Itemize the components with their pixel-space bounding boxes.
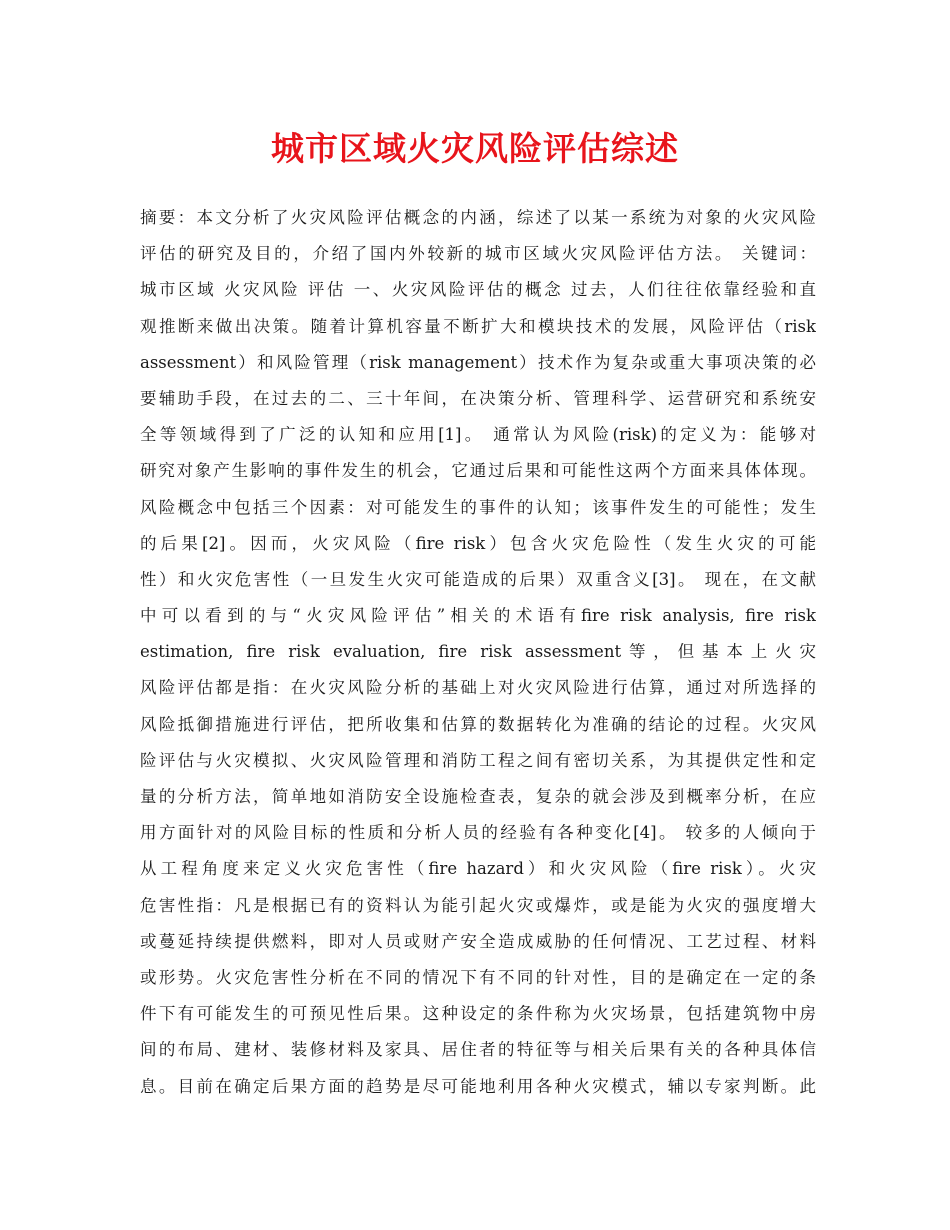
- body-line: 或蔓延持续提供燃料，即对人员或财产安全造成威胁的任何情况、工艺过程、材料: [140, 931, 816, 951]
- body-line: 全等领域得到了广泛的认知和应用[1]。 通常认为风险(risk)的定义为：能够对: [140, 425, 816, 445]
- body-line: 用方面针对的风险目标的性质和分析人员的经验有各种变化[4]。 较多的人倾向于: [140, 823, 816, 843]
- document-title: 城市区域火灾风险评估综述: [271, 129, 679, 168]
- body-line: 评估的研究及目的，介绍了国内外较新的城市区域火灾风险评估方法。 关键词：: [140, 244, 816, 264]
- body-line: 息。目前在确定后果方面的趋势是尽可能地利用各种火灾模式，辅以专家判断。此: [140, 1076, 816, 1096]
- body-line: 险评估与火灾模拟、火灾风险管理和消防工程之间有密切关系，为其提供定性和定: [140, 750, 816, 770]
- body-line: 风险评估都是指：在火灾风险分析的基础上对火灾风险进行估算，通过对所选择的: [140, 678, 816, 698]
- body-line: 风险抵御措施进行评估，把所收集和估算的数据转化为准确的结论的过程。火灾风: [140, 714, 816, 734]
- body-line: 城市区域 火灾风险 评估 一、火灾风险评估的概念 过去，人们往往依靠经验和直: [140, 280, 816, 300]
- body-line: 或形势。火灾危害性分析在不同的情况下有不同的针对性，目的是确定在一定的条: [140, 967, 816, 987]
- body-line: 研究对象产生影响的事件发生的机会，它通过后果和可能性这两个方面来具体体现。: [140, 461, 816, 481]
- body-line: assessment）和风险管理（risk management）技术作为复杂或重大事项决策的必: [140, 352, 816, 372]
- body-line: 风险概念中包括三个因素：对可能发生的事件的认知；该事件发生的可能性；发生: [140, 497, 816, 517]
- body-line: 危害性指：凡是根据已有的资料认为能引起火灾或爆炸，或是能为火灾的强度增大: [140, 895, 816, 915]
- body-line: 件下有可能发生的可预见性后果。这种设定的条件称为火灾场景，包括建筑物中房: [140, 1004, 816, 1024]
- body-line: 观推断来做出决策。随着计算机容量不断扩大和模块技术的发展，风险评估（risk: [140, 316, 816, 336]
- body-line: 中可以看到的与“火灾风险评估”相关的术语有fire risk analysis, fire risk: [140, 606, 816, 626]
- body-line: estimation, fire risk evaluation, fire risk assessment等，但基本上火灾: [140, 642, 816, 662]
- body-line: 量的分析方法，简单地如消防安全设施检查表，复杂的就会涉及到概率分析，在应: [140, 787, 816, 806]
- body-line: 间的布局、建材、装修材料及家具、居住者的特征等与相关后果有关的各种具体信: [140, 1040, 816, 1060]
- body-line: 的后果[2]。因而，火灾风险（fire risk）包含火灾危险性（发生火灾的可能: [140, 533, 816, 553]
- document-body: [140, 200, 816, 1105]
- body-line: 要辅助手段，在过去的二、三十年间，在决策分析、管理科学、运营研究和系统安: [140, 388, 816, 408]
- body-line: 性）和火灾危害性（一旦发生火灾可能造成的后果）双重含义[3]。 现在，在文献: [140, 569, 816, 589]
- body-line: 从工程角度来定义火灾危害性（fire hazard）和火灾风险（fire risk）。火灾: [140, 859, 816, 879]
- body-line: 摘要：本文分析了火灾风险评估概念的内涵，综述了以某一系统为对象的火灾风险: [140, 208, 816, 227]
